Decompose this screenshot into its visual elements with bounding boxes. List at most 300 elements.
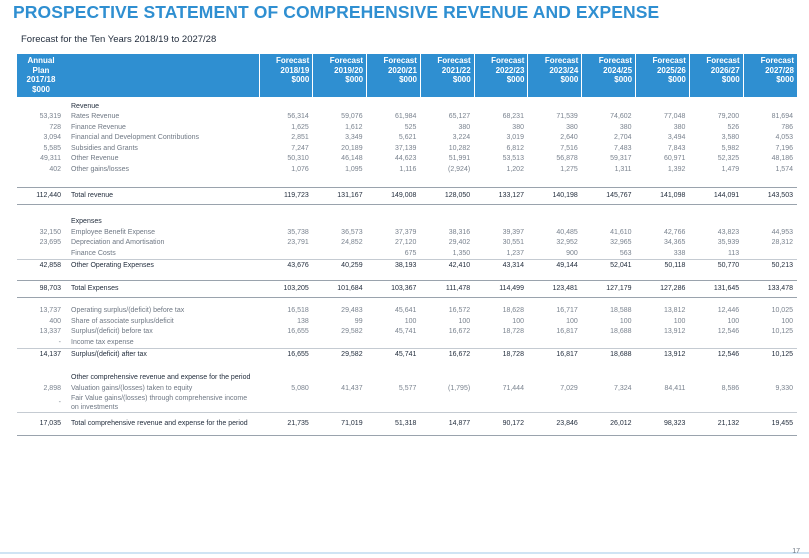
- header-forecast-0-line: Forecast: [275, 56, 310, 65]
- forecast-cell: 45,641: [394, 307, 417, 315]
- forecast-cell: 74,602: [610, 113, 632, 121]
- forecast-cell: [582, 97, 636, 112]
- forecast-cell: 1,392: [667, 165, 686, 173]
- forecast-cell: [420, 394, 474, 413]
- forecast-cell: 35,738: [287, 228, 309, 236]
- forecast-cell: 32,965: [610, 239, 632, 247]
- header-forecast-7: [636, 54, 690, 97]
- forecast-cell: 380: [566, 123, 578, 131]
- table-row: [17, 187, 797, 204]
- header-forecast-0: [259, 54, 313, 97]
- forecast-cell: 3,019: [506, 134, 524, 142]
- forecast-cell: 52,041: [582, 259, 636, 272]
- forecast-cell: 100: [566, 317, 578, 325]
- table-row: [17, 412, 797, 435]
- header-forecast-3: [420, 54, 474, 97]
- forecast-cell: 380: [512, 123, 524, 131]
- forecast-cell: [743, 248, 797, 259]
- forecast-cell: [420, 97, 474, 112]
- table-row: [17, 316, 797, 327]
- forecast-cell: 44,953: [771, 228, 793, 236]
- table-row: [17, 280, 797, 297]
- forecast-cell: [636, 337, 690, 348]
- table-row: [17, 259, 797, 272]
- header-forecast-4-line: Forecast: [491, 56, 525, 65]
- annual-plan-cell: [17, 97, 65, 112]
- forecast-cell: 101,684: [313, 280, 367, 297]
- forecast-cell: 1,350: [452, 249, 471, 257]
- forecast-cell: 98,323: [636, 412, 690, 435]
- forecast-cell: 51,991: [448, 155, 471, 163]
- forecast-cell: [367, 97, 421, 112]
- forecast-cell: 7,029: [560, 384, 578, 392]
- forecast-cell: 2,640: [560, 134, 578, 142]
- forecast-cell: [259, 337, 313, 348]
- row-label: Total revenue: [65, 187, 259, 204]
- forecast-cell: 143,503: [743, 187, 797, 204]
- forecast-cell: 48,186: [771, 155, 793, 163]
- forecast-cell: 32,952: [556, 239, 578, 247]
- header-annual-plan-line: $000: [32, 84, 50, 94]
- forecast-cell: 786: [781, 123, 793, 131]
- forecast-cell: 526: [727, 123, 740, 131]
- forecast-cell: [259, 97, 313, 112]
- forecast-cell: 61,984: [394, 113, 417, 121]
- forecast-cell: 563: [619, 249, 632, 257]
- annual-plan-cell: 53,319: [39, 113, 61, 121]
- table-row: [17, 272, 797, 281]
- annual-plan-cell: 3,094: [43, 134, 61, 142]
- annual-plan-cell: 13,337: [39, 328, 61, 336]
- header-annual-plan: [17, 54, 65, 97]
- forecast-cell: [313, 369, 367, 384]
- annual-plan-cell: 2,898: [43, 384, 61, 392]
- row-label: Fair Value gains/(losses) through comprehensive income on investments: [71, 394, 248, 411]
- forecast-cell: 1,311: [614, 165, 632, 173]
- forecast-cell: 26,012: [582, 412, 636, 435]
- forecast-cell: 16,655: [287, 328, 309, 336]
- forecast-cell: 60,971: [663, 155, 686, 163]
- forecast-cell: 99: [354, 317, 363, 325]
- forecast-cell: 56,314: [287, 113, 309, 121]
- forecast-cell: 71,539: [556, 113, 578, 121]
- annual-plan-cell: 98,703: [17, 280, 65, 297]
- forecast-cell: 40,259: [313, 259, 367, 272]
- header-forecast-1-line: $000: [345, 75, 364, 84]
- table-row: [17, 394, 797, 413]
- forecast-cell: 16,672: [420, 348, 474, 361]
- header-forecast-5: [528, 54, 582, 97]
- forecast-cell: 145,767: [582, 187, 636, 204]
- annual-plan-cell: 728: [49, 123, 61, 131]
- header-annual-plan-line: Annual Plan: [27, 56, 55, 75]
- header-forecast-4-line: 2022/23: [495, 65, 525, 75]
- forecast-cell: 1,202: [506, 165, 524, 173]
- header-forecast-8-line: $000: [721, 75, 740, 84]
- forecast-cell: 1,076: [291, 165, 309, 173]
- forecast-cell: 18,688: [582, 348, 636, 361]
- forecast-cell: 30,551: [502, 239, 524, 247]
- annual-plan-cell: 49,311: [40, 155, 61, 163]
- header-forecast-4-line: $000: [506, 75, 525, 84]
- table-row: [17, 248, 797, 259]
- forecast-cell: [689, 394, 743, 413]
- table-row: [17, 143, 797, 154]
- forecast-cell: [528, 213, 582, 228]
- forecast-cell: 7,516: [560, 144, 578, 152]
- forecast-cell: 16,817: [528, 348, 582, 361]
- forecast-cell: [743, 213, 797, 228]
- forecast-cell: 35,939: [717, 239, 740, 247]
- forecast-cell: 1,275: [560, 165, 578, 173]
- table-row: [17, 204, 797, 213]
- forecast-cell: 16,572: [448, 307, 471, 315]
- forecast-cell: 41,610: [610, 228, 632, 236]
- annual-plan-cell: 42,858: [17, 259, 65, 272]
- forecast-cell: 29,582: [313, 348, 367, 361]
- forecast-cell: 525: [404, 123, 417, 131]
- forecast-cell: 51,318: [367, 412, 421, 435]
- forecast-cell: 131,167: [313, 187, 367, 204]
- forecast-cell: 100: [458, 317, 471, 325]
- forecast-cell: 13,912: [636, 348, 690, 361]
- page-subtitle: Forecast for the Ten Years 2018/19 to 2027/28: [21, 34, 217, 45]
- header-forecast-7-line: $000: [668, 75, 686, 84]
- row-label: Operating surplus/(deficit) before tax: [71, 307, 185, 315]
- forecast-cell: 4,053: [775, 134, 793, 142]
- row-label: Expenses: [71, 218, 102, 226]
- forecast-cell: 138: [297, 317, 309, 325]
- table-row: [17, 97, 797, 112]
- row-label: Share of associate surplus/deficit: [71, 317, 174, 325]
- table-row: [17, 122, 797, 133]
- forecast-cell: [582, 394, 636, 413]
- header-forecast-3-line: 2021/22: [441, 65, 471, 75]
- header-forecast-8-line: 2026/27: [710, 65, 740, 75]
- table-row: [17, 154, 797, 165]
- forecast-cell: 380: [458, 123, 471, 131]
- forecast-cell: 1,237: [506, 249, 524, 257]
- forecast-cell: [367, 394, 421, 413]
- forecast-cell: 3,224: [452, 134, 471, 142]
- forecast-cell: 68,231: [502, 113, 524, 121]
- annual-plan-cell: 13,737: [39, 307, 61, 315]
- forecast-cell: 133,127: [474, 187, 528, 204]
- header-forecast-2: [367, 54, 421, 97]
- forecast-cell: 100: [404, 317, 417, 325]
- forecast-cell: 3,494: [667, 134, 686, 142]
- forecast-cell: 34,365: [663, 239, 686, 247]
- forecast-cell: 131,645: [689, 280, 743, 297]
- row-label: Other gains/losses: [71, 165, 129, 173]
- forecast-cell: [689, 337, 743, 348]
- forecast-cell: 16,518: [287, 307, 309, 315]
- forecast-cell: 38,316: [448, 228, 471, 236]
- header-forecast-7-line: 2025/26: [656, 65, 686, 75]
- row-label: Valuation gains/(losses) taken to equity: [71, 384, 193, 392]
- row-label: Finance Costs: [71, 249, 116, 257]
- forecast-cell: [313, 248, 367, 259]
- forecast-cell: [313, 337, 367, 348]
- forecast-cell: [689, 97, 743, 112]
- forecast-cell: [743, 369, 797, 384]
- row-label: Depreciation and Amortisation: [71, 239, 165, 247]
- annual-plan-cell: 112,440: [17, 187, 65, 204]
- forecast-cell: 29,582: [341, 328, 363, 336]
- forecast-cell: [636, 369, 690, 384]
- row-label: Total Expenses: [65, 280, 259, 297]
- forecast-cell: [528, 337, 582, 348]
- header-forecast-6-line: 2024/25: [603, 65, 633, 75]
- header-forecast-8-line: Forecast: [706, 56, 740, 65]
- forecast-cell: 23,791: [287, 239, 309, 247]
- forecast-cell: 56,878: [556, 155, 578, 163]
- forecast-cell: 12,546: [689, 348, 743, 361]
- forecast-cell: 19,455: [743, 412, 797, 435]
- header-forecast-5-line: $000: [560, 75, 579, 84]
- forecast-cell: [367, 213, 421, 228]
- table-body: [17, 97, 797, 435]
- table-row: [17, 383, 797, 394]
- forecast-cell: 23,846: [528, 412, 582, 435]
- table-header: [17, 54, 797, 97]
- forecast-cell: 43,823: [717, 228, 740, 236]
- forecast-cell: [313, 213, 367, 228]
- forecast-cell: 20,189: [341, 144, 363, 152]
- forecast-cell: [313, 97, 367, 112]
- header-forecast-8: [689, 54, 743, 97]
- forecast-cell: [636, 394, 690, 413]
- forecast-cell: 40,485: [556, 228, 578, 236]
- forecast-cell: 5,577: [398, 384, 417, 392]
- forecast-cell: 43,314: [474, 259, 528, 272]
- annual-plan-cell: 5,585: [43, 144, 61, 152]
- forecast-cell: 2,704: [614, 134, 632, 142]
- forecast-cell: 29,483: [341, 307, 363, 315]
- forecast-cell: 380: [673, 123, 686, 131]
- forecast-cell: [474, 369, 528, 384]
- forecast-cell: 10,125: [771, 328, 793, 336]
- forecast-cell: [636, 213, 690, 228]
- header-forecast-6-line: Forecast: [598, 56, 633, 65]
- row-label: Revenue: [71, 102, 100, 110]
- forecast-cell: 21,735: [259, 412, 313, 435]
- annual-plan-cell: -: [58, 338, 61, 346]
- header-forecast-1-line: 2019/20: [334, 65, 364, 75]
- forecast-cell: 29,402: [448, 239, 471, 247]
- header-forecast-9-line: 2027/28: [765, 65, 794, 75]
- forecast-cell: 1,574: [775, 165, 793, 173]
- header-description: [65, 54, 259, 97]
- forecast-cell: 18,588: [610, 307, 632, 315]
- forecast-cell: [259, 213, 313, 228]
- row-label: Financial and Development Contributions: [71, 134, 200, 142]
- forecast-cell: [474, 97, 528, 112]
- forecast-cell: 42,410: [420, 259, 474, 272]
- annual-plan-cell: 32,150: [39, 228, 61, 236]
- forecast-cell: [636, 97, 690, 112]
- forecast-cell: 16,655: [259, 348, 313, 361]
- row-label: Rates Revenue: [71, 113, 120, 121]
- row-label: Other Operating Expenses: [65, 259, 259, 272]
- forecast-cell: 59,317: [610, 155, 632, 163]
- forecast-cell: [474, 337, 528, 348]
- forecast-cell: [689, 213, 743, 228]
- row-label: Surplus/(deficit) before tax: [71, 328, 153, 336]
- forecast-cell: 675: [404, 249, 417, 257]
- header-forecast-0-line: $000: [291, 75, 310, 84]
- forecast-cell: 14,877: [420, 412, 474, 435]
- forecast-cell: [367, 337, 421, 348]
- table-row: [17, 337, 797, 348]
- forecast-cell: [259, 369, 313, 384]
- forecast-cell: [420, 213, 474, 228]
- table-row: [17, 306, 797, 317]
- forecast-cell: 380: [619, 123, 632, 131]
- forecast-cell: 103,367: [367, 280, 421, 297]
- forecast-cell: [582, 337, 636, 348]
- forecast-cell: 90,172: [474, 412, 528, 435]
- header-forecast-9-line: Forecast: [760, 56, 794, 65]
- forecast-cell: 10,125: [743, 348, 797, 361]
- forecast-cell: [743, 394, 797, 413]
- annual-plan-cell: 402: [49, 165, 61, 173]
- forecast-cell: 77,048: [663, 113, 686, 121]
- table-row: [17, 227, 797, 238]
- forecast-cell: 42,766: [663, 228, 686, 236]
- forecast-cell: 16,672: [448, 328, 471, 336]
- header-forecast-2-line: $000: [399, 75, 417, 84]
- table-row: [17, 361, 797, 369]
- forecast-cell: 50,118: [636, 259, 690, 272]
- forecast-cell: [367, 369, 421, 384]
- forecast-cell: 119,723: [259, 187, 313, 204]
- forecast-cell: 149,008: [367, 187, 421, 204]
- forecast-cell: 24,852: [341, 239, 363, 247]
- row-label: Subsidies and Grants: [71, 144, 138, 152]
- table-row: [17, 213, 797, 228]
- forecast-cell: 39,397: [502, 228, 524, 236]
- forecast-cell: 5,982: [721, 144, 740, 152]
- header-forecast-4: [474, 54, 528, 97]
- table-row: [17, 348, 797, 361]
- forecast-cell: 1,625: [291, 123, 309, 131]
- row-label: Surplus/(deficit) after tax: [65, 348, 259, 361]
- header-forecast-2-line: Forecast: [383, 56, 417, 65]
- forecast-cell: [420, 337, 474, 348]
- page-number: 17: [792, 548, 800, 555]
- forecast-cell: 9,330: [775, 384, 793, 392]
- forecast-cell: 100: [512, 317, 524, 325]
- forecast-cell: 7,196: [775, 144, 793, 152]
- header-forecast-5-line: 2023/24: [549, 65, 579, 75]
- table-row: [17, 327, 797, 338]
- forecast-cell: 71,019: [313, 412, 367, 435]
- forecast-cell: 41,437: [341, 384, 363, 392]
- forecast-cell: 144,091: [689, 187, 743, 204]
- forecast-cell: 18,628: [502, 307, 524, 315]
- forecast-cell: 1,479: [721, 165, 740, 173]
- header-forecast-3-line: Forecast: [437, 56, 471, 65]
- forecast-cell: 16,717: [556, 307, 578, 315]
- forecast-cell: 71,444: [502, 384, 524, 392]
- forecast-cell: 3,580: [721, 134, 740, 142]
- forecast-cell: 338: [673, 249, 686, 257]
- forecast-cell: 10,025: [771, 307, 793, 315]
- row-label: Other comprehensive revenue and expense for the period: [71, 374, 251, 382]
- forecast-cell: 81,694: [771, 113, 793, 121]
- row-label: Income tax expense: [71, 338, 134, 346]
- forecast-cell: 2,851: [291, 134, 309, 142]
- table-row: [17, 112, 797, 123]
- forecast-cell: (1,795): [448, 384, 471, 392]
- forecast-cell: 1,095: [345, 165, 363, 173]
- forecast-cell: 52,325: [717, 155, 740, 163]
- forecast-cell: [420, 369, 474, 384]
- forecast-cell: 103,205: [259, 280, 313, 297]
- annual-plan-cell: 400: [49, 317, 61, 325]
- table-row: [17, 133, 797, 144]
- header-forecast-1-line: Forecast: [329, 56, 364, 65]
- forecast-cell: [474, 394, 528, 413]
- forecast-cell: 1,116: [399, 165, 417, 173]
- header-forecast-5-line: Forecast: [544, 56, 579, 65]
- forecast-cell: [474, 213, 528, 228]
- forecast-cell: [743, 337, 797, 348]
- forecast-cell: 123,481: [528, 280, 582, 297]
- forecast-cell: 46,148: [341, 155, 363, 163]
- forecast-cell: 13,812: [663, 307, 686, 315]
- financial-statement-table: [17, 54, 797, 436]
- annual-plan-cell: 14,137: [17, 348, 65, 361]
- row-label: Total comprehensive revenue and expense for the period: [65, 412, 259, 435]
- forecast-cell: 6,812: [506, 144, 524, 152]
- forecast-cell: 50,310: [287, 155, 309, 163]
- forecast-cell: 16,817: [556, 328, 578, 336]
- forecast-cell: 100: [727, 317, 740, 325]
- annual-plan-cell: [17, 248, 65, 259]
- forecast-cell: 1,612: [345, 123, 363, 131]
- forecast-cell: 37,139: [394, 144, 417, 152]
- forecast-cell: 100: [673, 317, 686, 325]
- footer-rule: [0, 552, 809, 554]
- forecast-cell: 18,688: [610, 328, 632, 336]
- forecast-cell: 7,843: [667, 144, 686, 152]
- forecast-cell: 12,446: [717, 307, 740, 315]
- forecast-cell: 38,193: [367, 259, 421, 272]
- forecast-cell: 65,127: [448, 113, 471, 121]
- forecast-cell: 21,132: [689, 412, 743, 435]
- forecast-cell: [528, 97, 582, 112]
- header-forecast-3-line: $000: [452, 75, 471, 84]
- forecast-cell: 111,478: [420, 280, 474, 297]
- annual-plan-cell: 17,035: [17, 412, 65, 435]
- forecast-cell: 7,247: [291, 144, 309, 152]
- row-label: Other Revenue: [71, 155, 119, 163]
- forecast-cell: 50,213: [743, 259, 797, 272]
- table-row: [17, 238, 797, 249]
- forecast-cell: 13,912: [663, 328, 686, 336]
- forecast-cell: 7,483: [614, 144, 632, 152]
- header-forecast-9-line: $000: [776, 75, 794, 84]
- forecast-cell: 3,349: [345, 134, 363, 142]
- forecast-cell: [689, 369, 743, 384]
- table-row: [17, 369, 797, 384]
- header-forecast-1: [313, 54, 367, 97]
- forecast-cell: [528, 369, 582, 384]
- forecast-cell: 45,741: [394, 328, 417, 336]
- forecast-cell: 133,478: [743, 280, 797, 297]
